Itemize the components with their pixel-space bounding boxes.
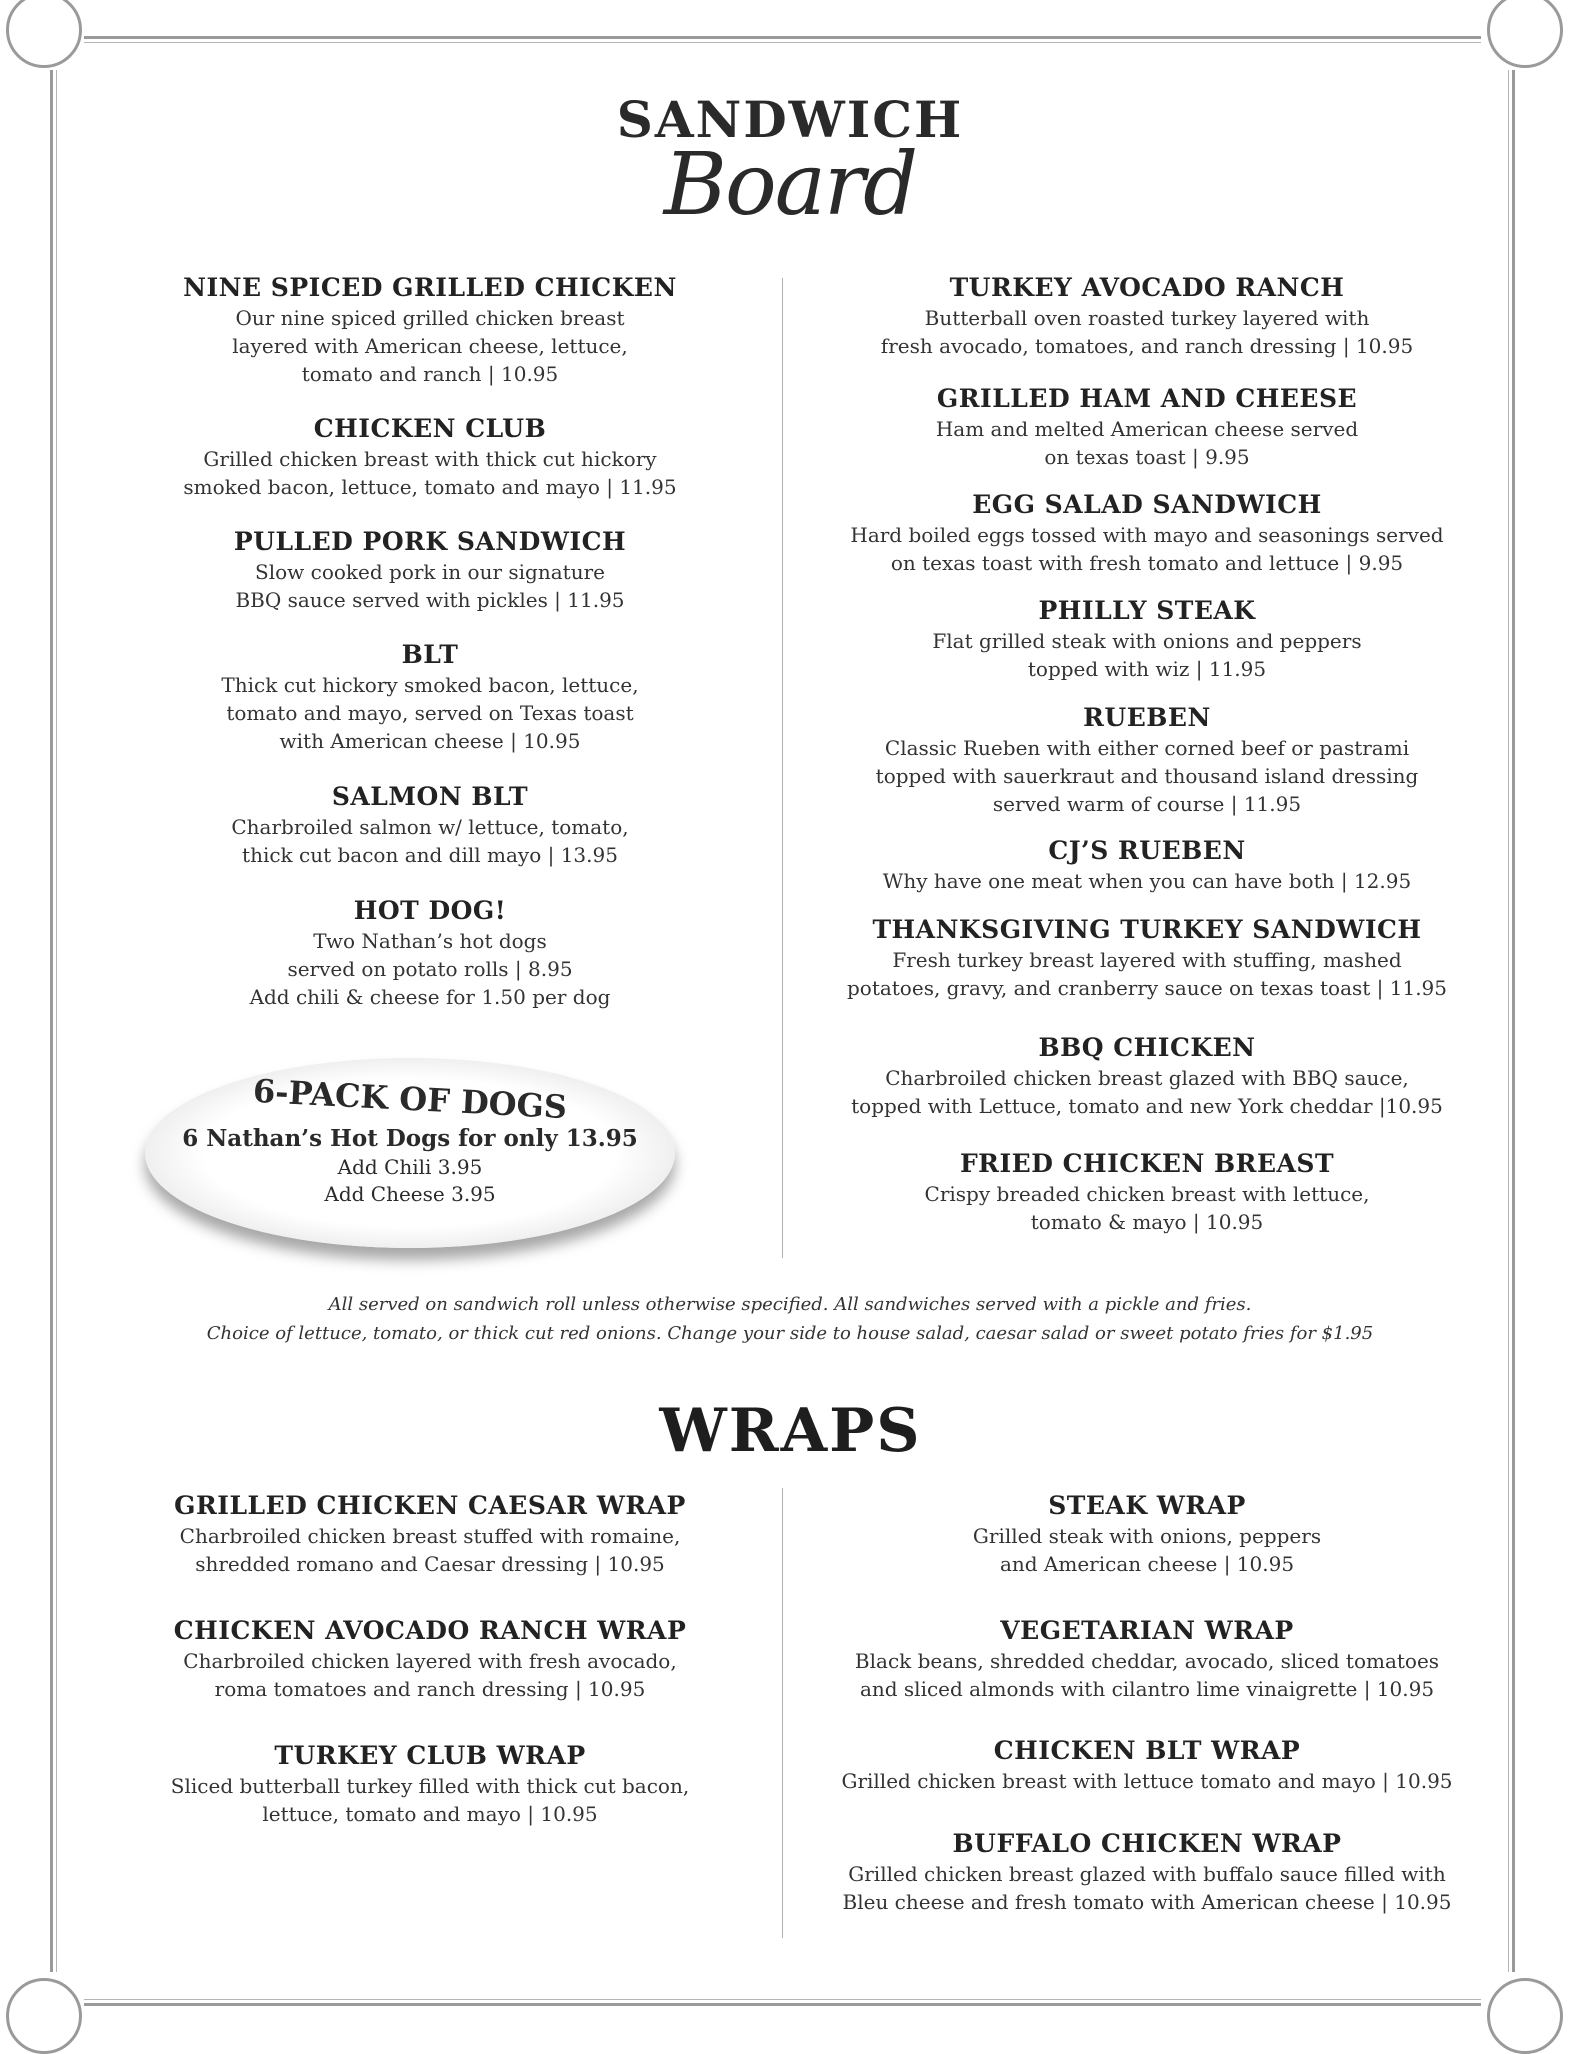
menu-item — [797, 1490, 1497, 1578]
menu-item-title: TURKEY AVOCADO RANCH — [949, 273, 1345, 302]
menu-item-description: Grilled steak with onions, peppers — [972, 1524, 1322, 1548]
menu-item — [80, 272, 780, 388]
menu-item-description: Charbroiled chicken layered with fresh avocado, — [183, 1649, 677, 1673]
special-offer-badge — [145, 1058, 675, 1248]
menu-item-description: Ham and melted American cheese served — [935, 417, 1359, 441]
menu-item-description: on texas toast with fresh tomato and lettuce | 9.95 — [890, 551, 1404, 575]
menu-item-description: shredded romano and Caesar dressing | 10.95 — [195, 1552, 665, 1576]
logo-line2: Board — [663, 135, 917, 235]
menu-item-description: Crispy breaded chicken breast with lettuce, — [924, 1182, 1370, 1206]
menu-item-title: SALMON BLT — [331, 782, 529, 811]
menu-item-description: fresh avocado, tomatoes, and ranch dressing | 10.95 — [880, 334, 1414, 358]
menu-item-title: CHICKEN BLT WRAP — [993, 1736, 1301, 1765]
menu-item-description: Slow cooked pork in our signature — [255, 560, 605, 584]
menu-item-description: Charbroiled chicken breast glazed with BBQ sauce, — [885, 1066, 1409, 1090]
menu-item — [80, 1740, 780, 1828]
menu-item — [797, 1032, 1497, 1120]
menu-item-description: Hard boiled eggs tossed with mayo and seasonings served — [850, 523, 1444, 547]
menu-item-description: Charbroiled chicken breast stuffed with romaine, — [179, 1524, 681, 1548]
menu-item-description: and American cheese | 10.95 — [999, 1552, 1295, 1576]
menu-item-title: BUFFALO CHICKEN WRAP — [952, 1829, 1342, 1858]
menu-item-description: topped with wiz | 11.95 — [1027, 657, 1267, 681]
menu-item — [797, 1615, 1497, 1703]
menu-item-description: Thick cut hickory smoked bacon, lettuce, — [221, 673, 639, 697]
menu-item-description: Add chili & cheese for 1.50 per dog — [249, 985, 611, 1009]
menu-item-title: BLT — [401, 640, 459, 669]
menu-item-description: served on potato rolls | 8.95 — [287, 957, 573, 981]
menu-item-description: with American cheese | 10.95 — [279, 729, 581, 753]
menu-item — [80, 413, 780, 501]
sandwich-notes — [80, 1290, 1500, 1348]
menu-item-description: Our nine spiced grilled chicken breast — [235, 306, 625, 330]
menu-item-title: EGG SALAD SANDWICH — [972, 490, 1322, 519]
menu-item-title: VEGETARIAN WRAP — [1000, 1616, 1294, 1645]
menu-item-title: PHILLY STEAK — [1038, 596, 1256, 625]
menu-item-description: roma tomatoes and ranch dressing | 10.95 — [214, 1677, 646, 1701]
menu-item-title: STEAK WRAP — [1048, 1491, 1246, 1520]
menu-item-title: BBQ CHICKEN — [1038, 1033, 1256, 1062]
menu-item-description: layered with American cheese, lettuce, — [232, 334, 628, 358]
menu-item — [797, 835, 1497, 895]
menu-item — [797, 914, 1497, 1002]
menu-item-description: Charbroiled salmon w/ lettuce, tomato, — [231, 815, 629, 839]
sandwich-board-logo — [560, 80, 1020, 260]
menu-item-description: Butterball oven roasted turkey layered with — [924, 306, 1370, 330]
menu-item-description: Grilled chicken breast glazed with buffalo sauce filled with — [848, 1862, 1446, 1886]
menu-item-description: Bleu cheese and fresh tomato with American cheese | 10.95 — [842, 1890, 1452, 1914]
menu-item-description: tomato & mayo | 10.95 — [1030, 1210, 1264, 1234]
menu-item-title: CJ’S RUEBEN — [1048, 836, 1246, 865]
menu-item-description: tomato and ranch | 10.95 — [301, 362, 559, 386]
menu-item-description: Fresh turkey breast layered with stuffing, mashed — [892, 948, 1402, 972]
menu-item-title: THANKSGIVING TURKEY SANDWICH — [872, 915, 1422, 944]
menu-item-description: BBQ sauce served with pickles | 11.95 — [235, 588, 625, 612]
menu-item — [797, 595, 1497, 683]
menu-item-description: Two Nathan’s hot dogs — [313, 929, 547, 953]
column-divider — [782, 278, 783, 1258]
border-corner — [44, 1972, 84, 2012]
menu-item — [80, 781, 780, 869]
menu-item — [797, 1828, 1497, 1916]
menu-item-description: thick cut bacon and dill mayo | 13.95 — [242, 843, 618, 867]
menu-item-title: RUEBEN — [1083, 703, 1211, 732]
menu-item-description: Flat grilled steak with onions and peppers — [932, 629, 1362, 653]
menu-item-description: and sliced almonds with cilantro lime vinaigrette | 10.95 — [859, 1677, 1435, 1701]
special-addon: Add Chili 3.95 — [337, 1155, 483, 1179]
menu-item-description: smoked bacon, lettuce, tomato and mayo | 11.95 — [183, 475, 677, 499]
menu-item — [797, 1148, 1497, 1236]
menu-item — [80, 895, 780, 1011]
special-headline: 6 Nathan’s Hot Dogs for only 13.95 — [182, 1125, 638, 1152]
menu-item-description: topped with Lettuce, tomato and new York cheddar |10.95 — [851, 1094, 1443, 1118]
menu-item — [797, 383, 1497, 471]
menu-item-description: Sliced butterball turkey filled with thick cut bacon, — [170, 1774, 690, 1798]
menu-item — [80, 639, 780, 755]
menu-item-description: potatoes, gravy, and cranberry sauce on texas toast | 11.95 — [846, 976, 1448, 1000]
menu-item — [80, 526, 780, 614]
menu-item-description: Grilled chicken breast with lettuce tomato and mayo | 10.95 — [841, 1769, 1453, 1793]
menu-item-description: topped with sauerkraut and thousand island dressing — [875, 764, 1419, 788]
border-corner — [1481, 30, 1521, 70]
menu-item-title: PULLED PORK SANDWICH — [233, 527, 627, 556]
logo-line1: SANDWICH — [616, 90, 964, 149]
menu-item — [80, 1490, 780, 1578]
menu-item — [797, 489, 1497, 577]
menu-item-title: GRILLED HAM AND CHEESE — [936, 384, 1358, 413]
menu-item-description: Classic Rueben with either corned beef or pastrami — [884, 736, 1410, 760]
menu-item-title: CHICKEN CLUB — [313, 414, 547, 443]
border-corner — [1481, 1972, 1521, 2012]
menu-item-description: served warm of course | 11.95 — [992, 792, 1302, 816]
menu-item-title: FRIED CHICKEN BREAST — [959, 1149, 1335, 1178]
menu-item-description: Black beans, shredded cheddar, avocado, sliced tomatoes — [854, 1649, 1440, 1673]
menu-item-description: on texas toast | 9.95 — [1044, 445, 1250, 469]
menu-item-description: tomato and mayo, served on Texas toast — [226, 701, 634, 725]
menu-item — [80, 1615, 780, 1703]
menu-item-title: CHICKEN AVOCADO RANCH WRAP — [173, 1616, 687, 1645]
special-addon: Add Cheese 3.95 — [324, 1182, 496, 1206]
menu-item-title: TURKEY CLUB WRAP — [274, 1741, 586, 1770]
menu-item-title: GRILLED CHICKEN CAESAR WRAP — [174, 1491, 686, 1520]
menu-item-description: Why have one meat when you can have both | 12.95 — [882, 869, 1412, 893]
wraps-heading: WRAPS — [659, 1396, 922, 1466]
menu-item — [797, 1735, 1497, 1795]
menu-item-description: lettuce, tomato and mayo | 10.95 — [262, 1802, 598, 1826]
menu-item — [797, 702, 1497, 818]
column-divider — [782, 1488, 783, 1938]
border-corner — [44, 30, 84, 70]
note-line: All served on sandwich roll unless otherwise specified. All sandwiches served with a pickle and fries. — [328, 1294, 1252, 1315]
note-line: Choice of lettuce, tomato, or thick cut red onions. Change your side to house salad, caesar salad or sweet potato fries for $1.95 — [206, 1323, 1374, 1344]
menu-item-title: HOT DOG! — [353, 896, 507, 925]
menu-item-description: Grilled chicken breast with thick cut hickory — [203, 447, 657, 471]
special-title: 6-PACK OF DOGS — [252, 1071, 568, 1127]
menu-item-title: NINE SPICED GRILLED CHICKEN — [183, 273, 677, 302]
menu-item — [797, 272, 1497, 360]
